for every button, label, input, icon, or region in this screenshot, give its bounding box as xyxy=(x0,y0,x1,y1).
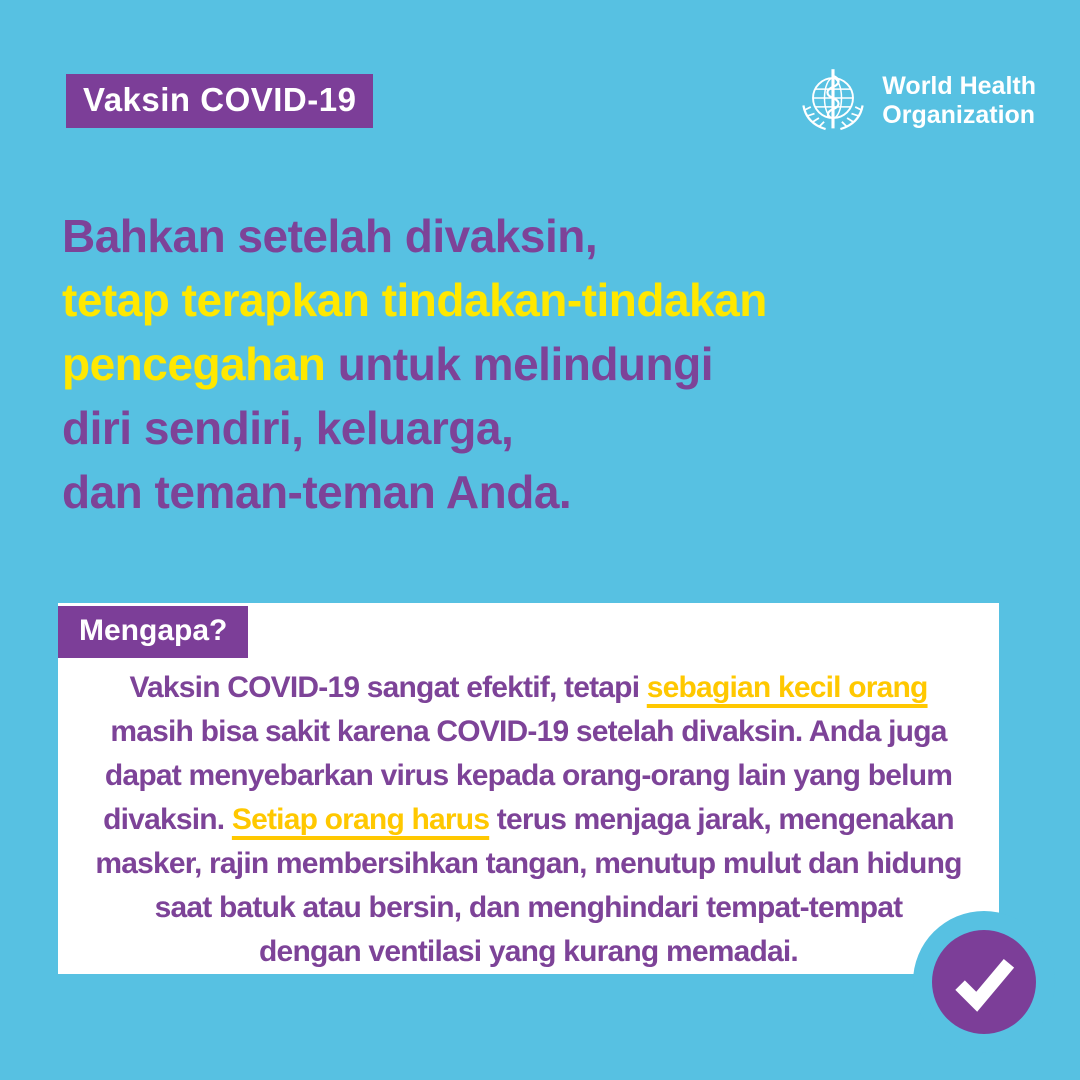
paragraph-line xyxy=(82,666,975,710)
text-segment: pencegahan xyxy=(62,338,338,390)
why-badge xyxy=(58,606,248,658)
paragraph-line xyxy=(82,842,975,886)
who-wordmark-line1: World Health xyxy=(882,72,1036,100)
who-logo xyxy=(796,64,1036,138)
headline xyxy=(62,204,1022,524)
why-badge-label: Mengapa? xyxy=(79,614,228,647)
who-wordmark xyxy=(882,72,1036,130)
text-segment: dengan ventilasi yang kurang memadai. xyxy=(259,935,798,968)
checkmark-icon xyxy=(932,930,1036,1034)
topic-badge-label: Vaksin COVID-19 xyxy=(83,81,357,118)
paragraph-line xyxy=(82,798,975,842)
text-segment: terus menjaga jarak, mengenakan xyxy=(489,803,954,836)
text-segment: masker, rajin membersihkan tangan, menutup mulut dan hidung xyxy=(95,847,962,880)
why-paragraph xyxy=(58,666,999,974)
text-segment: divaksin. xyxy=(103,803,232,836)
why-box xyxy=(58,603,999,974)
headline-line xyxy=(62,268,1022,332)
text-segment: Setiap orang harus xyxy=(231,803,490,836)
paragraph-line xyxy=(82,754,975,798)
text-segment: Vaksin COVID-19 sangat efektif, tetapi xyxy=(129,671,647,704)
headline-line xyxy=(62,460,1022,524)
paragraph-line xyxy=(82,930,975,974)
text-segment: diri sendiri, keluarga, xyxy=(62,402,514,454)
text-segment: Bahkan setelah divaksin, xyxy=(62,210,598,262)
check-ring xyxy=(913,911,1055,1053)
headline-line xyxy=(62,332,1022,396)
check-circle xyxy=(932,930,1036,1034)
text-segment: saat batuk atau bersin, dan menghindari tempat-tempat xyxy=(154,891,903,924)
text-segment: tetap terapkan tindakan-tindakan xyxy=(62,274,767,326)
paragraph-line xyxy=(82,886,975,930)
text-segment: masih bisa sakit karena COVID-19 setelah divaksin. Anda juga xyxy=(110,715,947,748)
text-segment: sebagian kecil orang xyxy=(646,671,928,704)
who-emblem-icon xyxy=(796,64,870,138)
headline-line xyxy=(62,396,1022,460)
text-segment: dan teman-teman Anda. xyxy=(62,466,572,518)
text-segment: dapat menyebarkan virus kepada orang-orang lain yang belum xyxy=(104,759,953,792)
who-wordmark-line2: Organization xyxy=(882,101,1036,129)
headline-line xyxy=(62,204,1022,268)
paragraph-line xyxy=(82,710,975,754)
topic-badge xyxy=(66,74,373,128)
text-segment: untuk melindungi xyxy=(337,338,713,390)
